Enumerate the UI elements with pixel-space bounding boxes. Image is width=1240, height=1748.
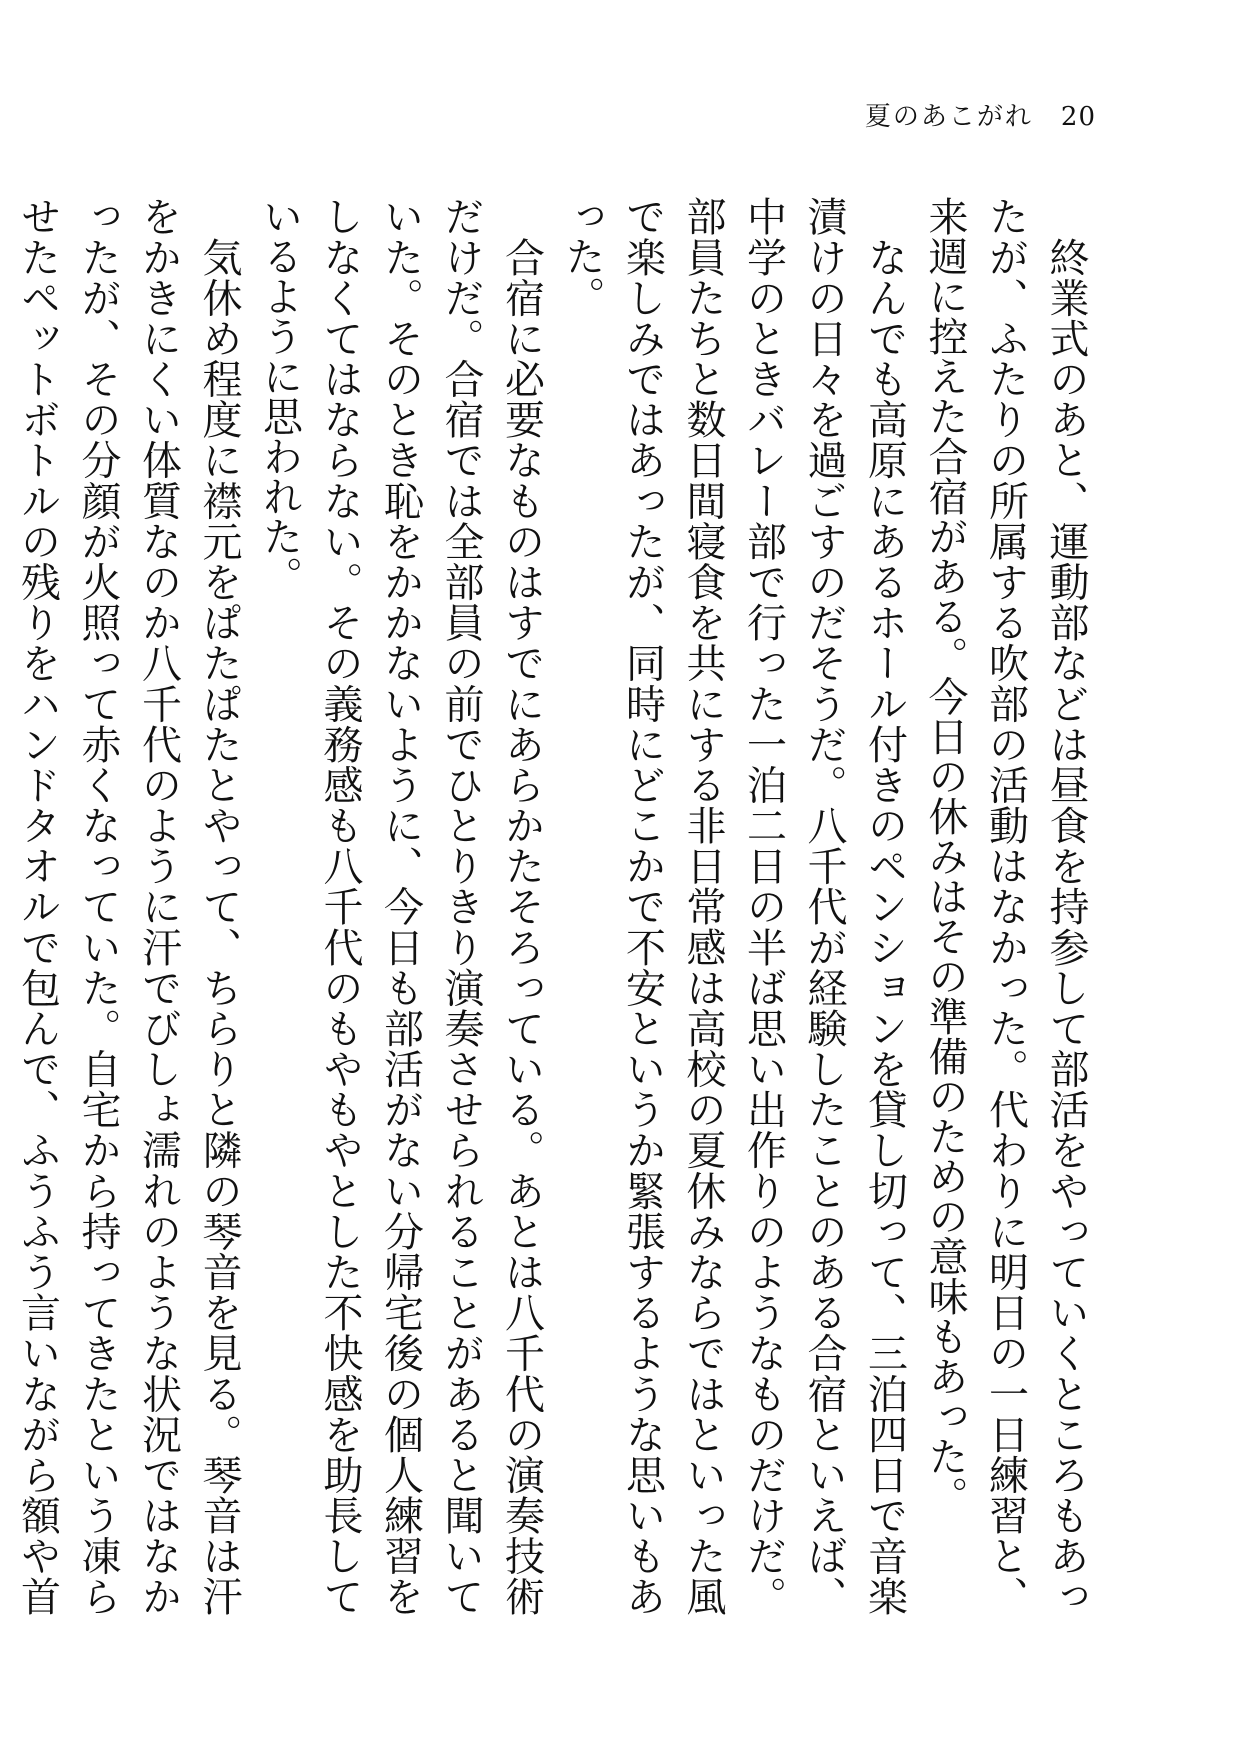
paragraph: なんでも高原にあるホール付きのペンションを貸し切って、三泊四日で音楽漬けの日々を過ごすのだそうだ。八千代が経験したことのある合宿といえば、中学のときバレー部で行った一泊二日の半ば思い出作りのようなものだけだ。部員たちと数日間寝食を共にする非日常感は高校の夏休みならではといった風で楽しみではあったが、同時にどこかで不安というか緊張するような思いもあった。 (559, 196, 908, 1617)
book-title: 夏のあこがれ (864, 102, 1033, 132)
paragraph: 終業式のあと、運動部などは昼食を持参して部活をやっていくところもあったが、ふたりの所属する吹部の活動はなかった。代わりに明日の一日練習と、来週に控えた合宿がある。今日の休みはその準備のための意味もあった。 (922, 196, 1089, 1617)
paragraph: 合宿に必要なものはすでにあらかたそろっている。あとは八千代の演奏技術だけだ。合宿では全部員の前でひとりきり演奏させられることがあると聞いていた。そのとき恥をかかないように、今日も部活がない分帰宅後の個人練習をしなくてはならない。その義務感も八千代のもやもやとした不快感を助長しているように思われた。 (256, 196, 545, 1616)
page-number: 20 (1060, 102, 1096, 132)
paragraph: 気休め程度に襟元をぱたぱたとやって、ちらりと隣の琴音を見る。琴音は汗をかきにくい体質なのか八千代のように汗でびしょ濡れのような状況ではなかったが、その分顔が火照って赤くなっていた。自宅から持ってきたという凍らせたペットボトルの残りをハンドタオルで包んで、ふうふう言いながら額や首 (14, 196, 242, 1617)
running-head (865, 96, 1096, 133)
body-text (0, 196, 1096, 1616)
